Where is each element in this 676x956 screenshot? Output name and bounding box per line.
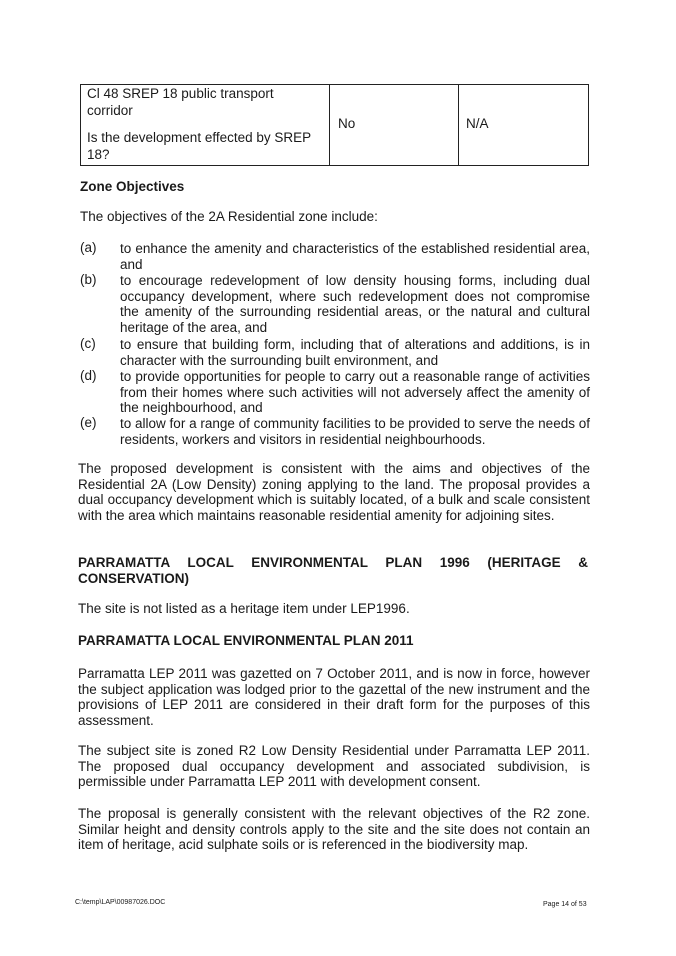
objective-label-e: (e) <box>80 415 97 430</box>
lep2011-para3: The proposal is generally consistent with the relevant objectives of the R2 zone. Similar height and density controls apply to the site and the site does not contain an item of heritage, acid sulphate soils or is referenced in the biodiversity map. <box>78 806 590 853</box>
requirement-line1: Cl 48 SREP 18 public transport corridor <box>87 86 274 118</box>
comment-cell <box>459 85 589 166</box>
objective-label-d: (d) <box>80 368 97 383</box>
objective-text-d: to provide opportunities for people to carry out a reasonable range of activities from their homes where such activities will not adversely affect the amenity of the neighbourhood, and <box>120 369 590 416</box>
lep1996-text: The site is not listed as a heritage item under LEP1996. <box>78 601 410 616</box>
footer-file-path: C:\temp\LAP\00987026.DOC <box>75 899 166 906</box>
compliance-value: No <box>338 116 356 131</box>
compliance-cell <box>330 85 459 166</box>
objective-label-c: (c) <box>80 336 96 351</box>
requirement-cell <box>81 85 330 166</box>
footer-page-number: Page 14 of 53 <box>543 901 587 908</box>
zone-objectives-conclusion: The proposed development is consistent with the aims and objectives of the Residential 2A (Low Density) zoning applying to the land. The proposal provides a dual occupancy development which is suitably located, of a bulk and scale consistent with the area which maintains reasonable residential amenity for adjoining sites. <box>78 461 590 523</box>
zone-objectives-heading: Zone Objectives <box>80 179 185 194</box>
requirement-line2: Is the development effected by SREP 18? <box>87 130 311 162</box>
objective-text-e: to allow for a range of community facilities to be provided to serve the needs of residents, workers and visitors in residential neighbourhoods. <box>120 416 590 447</box>
objective-label-a: (a) <box>80 240 97 255</box>
objective-text-a: to enhance the amenity and characteristics of the established residential area, and <box>120 241 590 272</box>
objective-text-c: to ensure that building form, including that of alterations and additions, is in character with the surrounding built environment, and <box>120 337 590 368</box>
srep18-table <box>80 84 589 166</box>
lep2011-heading: PARRAMATTA LOCAL ENVIRONMENTAL PLAN 2011 <box>78 633 414 648</box>
lep2011-para2: The subject site is zoned R2 Low Density Residential under Parramatta LEP 2011. The proposed dual occupancy development and associated subdivision, is permissible under Parramatta LEP 2011 with development consent. <box>78 743 590 790</box>
lep2011-para1: Parramatta LEP 2011 was gazetted on 7 October 2011, and is now in force, however the subject application was lodged prior to the gazettal of the new instrument and the provisions of LEP 2011 are considered in their draft form for the purposes of this assessment. <box>78 666 590 728</box>
objective-label-b: (b) <box>80 272 97 287</box>
zone-objectives-intro: The objectives of the 2A Residential zone include: <box>80 209 378 224</box>
objective-text-b: to encourage redevelopment of low density housing forms, including dual occupancy development, where such redevelopment does not compromise the amenity of the surrounding residential areas, or the natural and cultural heritage of the area, and <box>120 273 590 335</box>
lep1996-heading: PARRAMATTA LOCAL ENVIRONMENTAL PLAN 1996 (HERITAGE & CONSERVATION) <box>78 555 588 586</box>
comment-value: N/A <box>466 116 489 131</box>
